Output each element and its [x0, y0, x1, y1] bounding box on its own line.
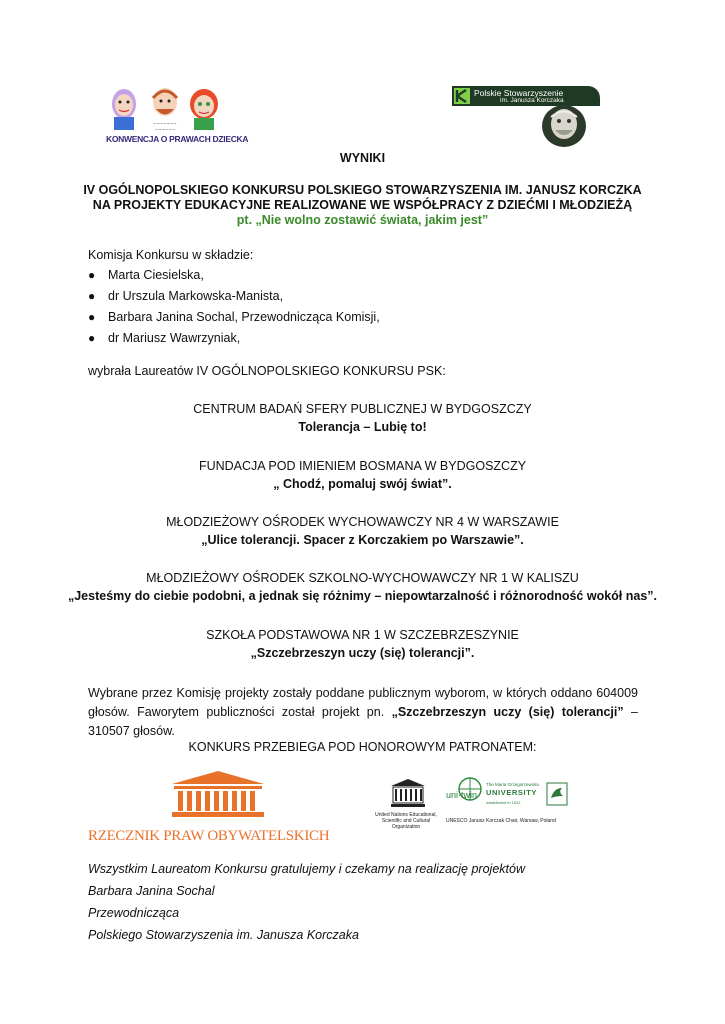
laureate-project: „Szczebrzeszyn uczy (się) tolerancji”. [250, 646, 475, 660]
korczak-portrait-icon [540, 104, 588, 148]
committee-member: dr Urszula Markowska-Manista, [108, 289, 284, 303]
unesco-logo [368, 778, 446, 838]
page-title: WYNIKI [339, 151, 386, 165]
patronage-heading: KONKURS PRZEBIEGA POD HONOROWYM PATRONATEM: [188, 740, 537, 754]
university-line2: UNIVERSITY [486, 788, 538, 797]
svg-text:~~~~~~~: ~~~~~~~ [153, 121, 177, 126]
laureate-org: CENTRUM BADAŃ SFERY PUBLICZNEJ W BYDGOSZCZY [193, 402, 532, 416]
vote-text-part2: – 310507 głosów. [88, 705, 638, 738]
vote-highlight: „Szczebrzeszyn uczy (się) tolerancji” [391, 705, 624, 719]
laureate-org: MŁODZIEŻOWY OŚRODEK WYCHOWAWCZY NR 4 W WARSZAWIE [166, 515, 559, 529]
psk-k-icon [454, 88, 470, 104]
signature-organization: Polskiego Stowarzyszenia im. Janusza Korczaka [88, 928, 359, 942]
bullet-icon: ● [88, 289, 96, 303]
heading-line1: IV OGÓLNOPOLSKIEGO KONKURSU POLSKIEGO STOWARZYSZENIA IM. JANUSZ KORCZKA [83, 183, 642, 197]
konwencja-text: KONWENCJA O PRAWACH DZIECKA [106, 134, 249, 144]
unitwin-caption: UNESCO Janusz Korczak Chair, Warsaw, Poland [446, 818, 556, 824]
konwencja-logo [106, 84, 249, 148]
psk-logo [452, 86, 600, 148]
university-line3: established in 1922 [486, 800, 521, 805]
bullet-icon: ● [88, 310, 96, 324]
heading-line2: NA PROJEKTY EDUKACYJNE REALIZOWANE WE WSPÓŁPRACY Z DZIEĆMI I MŁODZIEŻĄ [92, 198, 633, 212]
rpo-logo [88, 770, 328, 848]
closing-line: Wszystkim Laureatom Konkursu gratulujemy i czekamy na realizację projektów [88, 862, 525, 876]
committee-member: Marta Ciesielska, [108, 268, 204, 282]
laureate-org: MŁODZIEŻOWY OŚRODEK SZKOLNO-WYCHOWAWCZY NR 1 W KALISZU [146, 571, 579, 585]
children-faces-drawing [106, 84, 224, 134]
signature-name: Barbara Janina Sochal [88, 884, 215, 898]
university-logo [486, 782, 568, 814]
committee-member: dr Mariusz Wawrzyniak, [108, 331, 241, 345]
signature-title: Przewodnicząca [88, 906, 180, 920]
bullet-icon: ● [88, 331, 96, 345]
laureate-project: „ Chodź, pomaluj swój świat”. [273, 477, 452, 491]
psk-line2: im. Janusza Korczaka [500, 97, 564, 104]
building-columns-icon [170, 770, 266, 818]
psk-line1: Polskie Stowarzyszenie [474, 88, 564, 98]
svg-text:~~~~~~: ~~~~~~ [154, 127, 176, 132]
vote-text-part1: Wybrane przez Komisję projekty zostały poddane publicznym wyborom, w których oddano 604009 głosów. Faworytem publiczności został projekt pn. [88, 686, 638, 719]
committee-intro: Komisja Konkursu w składzie: [88, 248, 254, 262]
laureate-project: „Jesteśmy do ciebie podobni, a jednak się różnimy – niepowtarzalność i różnorodność wokół nas”. [67, 589, 658, 603]
laureate-project: Tolerancja – Lubię to! [298, 420, 427, 434]
rpo-text: RZECZNIK PRAW OBYWATELSKICH [88, 828, 330, 844]
unesco-caption: United Nations Educational, Scientific and Cultural Organization [375, 812, 437, 830]
laureate-project: „Ulice tolerancji. Spacer z Korczakiem po Warszawie”. [201, 533, 524, 547]
laureate-org: FUNDACJA POD IMIENIEM BOSMANA W BYDGOSZCZY [198, 459, 527, 473]
laureates-intro: wybrała Laureatów IV OGÓLNOPOLSKIEGO KONKURSU PSK: [88, 364, 446, 378]
unitwin-text: uni·twin [446, 790, 478, 800]
committee-member: Barbara Janina Sochal, Przewodnicząca Komisji, [108, 310, 380, 324]
vote-paragraph [88, 684, 638, 741]
bullet-icon: ● [88, 268, 96, 282]
heading-line3: pt. „Nie wolno zostawić świata, jakim jest” [236, 213, 489, 227]
university-line1: The Maria Grzegorzewska [486, 782, 539, 787]
laureate-org: SZKOŁA PODSTAWOWA NR 1 W SZCZEBRZESZYNIE [206, 628, 519, 642]
bird-emblem-icon [546, 782, 568, 806]
